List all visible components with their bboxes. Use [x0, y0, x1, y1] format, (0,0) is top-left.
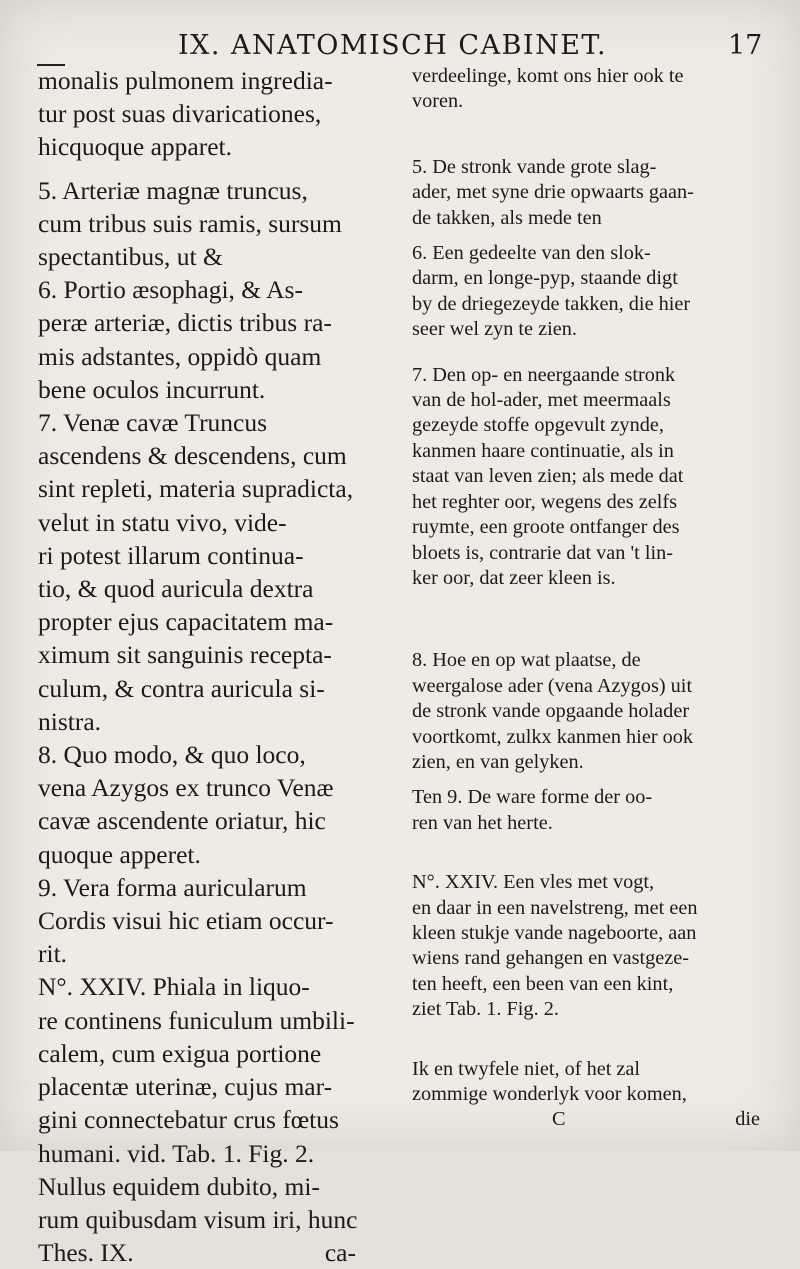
text-line: re continens funiculum umbili-	[38, 1005, 355, 1035]
signature-line: Thes. IX. ca-	[38, 1238, 356, 1268]
text-line: 8. Hoe en op wat plaatse, de	[412, 649, 641, 672]
text-line: wiens rand gehangen en vastgeze-	[412, 947, 690, 970]
text-line: humani. vid. Tab. 1. Fig. 2.	[38, 1138, 315, 1168]
text-line: 5. Arteriæ magnæ truncus,	[38, 175, 308, 205]
text-line: hicquoque apparet.	[38, 132, 233, 162]
text-line: ascendens & descendens, cum	[38, 441, 347, 471]
text-line: van de hol-ader, met meermaals	[412, 389, 671, 412]
text-line: weergalose ader (vena Azygos) uit	[412, 674, 693, 697]
text-line: Nullus equidem dubito, mi-	[38, 1171, 320, 1201]
signature-mark: C	[552, 1108, 566, 1131]
text-line: culum, & contra auricula si-	[38, 673, 325, 703]
text-line: mis adstantes, oppidò quam	[38, 341, 322, 371]
text-line: voren.	[412, 90, 464, 113]
text-line: vena Azygos ex trunco Venæ	[38, 773, 334, 803]
text-line: het reghter oor, wegens des zelfs	[412, 490, 677, 513]
text-line: ren van het herte.	[412, 811, 553, 834]
text-line: quoque apperet.	[38, 839, 201, 869]
text-line: kanmen haare continuatie, als in	[412, 439, 674, 462]
text-line: ten heeft, een been van een kint,	[412, 972, 674, 995]
text-line: N°. XXIV. Phiala in liquo-	[38, 972, 310, 1002]
text-line: calem, cum exigua portione	[38, 1038, 322, 1068]
text-line: gini connectebatur crus fœtus	[38, 1105, 339, 1135]
text-line: velut in statu vivo, vide-	[38, 507, 287, 537]
dutch-column	[412, 64, 760, 1133]
text-line: ker oor, dat zeer kleen is.	[412, 566, 616, 589]
text-line: cum tribus suis ramis, sursum	[38, 208, 342, 238]
text-line: darm, en longe-pyp, staande digt	[412, 267, 678, 290]
page-number: 17	[728, 30, 763, 61]
text-line: N°. XXIV. Een vles met vogt,	[412, 871, 655, 894]
text-line: tur post suas divaricationes,	[38, 99, 322, 129]
text-line: kleen stukje vande nageboorte, aan	[412, 921, 697, 944]
text-line: rum quibusdam visum iri, hunc	[38, 1204, 358, 1234]
text-line: en daar in een navelstreng, met een	[412, 896, 698, 919]
text-line: 8. Quo modo, & quo loco,	[38, 740, 306, 770]
text-line: Cordis visui hic etiam occur-	[38, 906, 334, 936]
text-line: peræ arteriæ, dictis tribus ra-	[38, 308, 332, 338]
text-line: de stronk vande opgaande holader	[412, 700, 690, 723]
text-line: by de driegezeyde takken, die hier	[412, 292, 691, 315]
latin-column	[38, 64, 380, 1269]
text-line: cavæ ascendente oriatur, hic	[38, 806, 326, 836]
text-line: de takken, als mede ten	[412, 206, 602, 229]
text-line: ziet Tab. 1. Fig. 2.	[412, 998, 559, 1021]
text-line: spectantibus, ut &	[38, 242, 223, 272]
text-line: nistra.	[38, 706, 102, 736]
text-line: 9. Vera forma auricularum	[38, 872, 307, 902]
text-line: tio, & quod auricula dextra	[38, 574, 314, 604]
text-line: ri potest illarum continua-	[38, 540, 304, 570]
text-line: zommige wonderlyk voor komen,	[412, 1083, 687, 1105]
text-line: placentæ uterinæ, cujus mar-	[38, 1072, 333, 1102]
text-line: Ik en twyfele niet, of het zal	[412, 1057, 641, 1080]
text-line: gezeyde stoffe opgevult zynde,	[412, 414, 664, 437]
text-line: voortkomt, zulkx kanmen hier ook	[412, 725, 694, 748]
text-line: 6. Een gedeelte van den slok-	[412, 242, 651, 265]
text-line: sint repleti, materia supradicta,	[38, 474, 354, 504]
text-line: Ten 9. De ware forme der oo-	[412, 786, 653, 809]
catchword: die	[735, 1108, 760, 1131]
text-line: ruymte, een groote ontfanger des	[412, 516, 680, 539]
running-title: IX. ANATOMISCH CABINET.	[178, 30, 608, 61]
text-line: monalis pulmonem ingredia-	[38, 66, 333, 95]
text-line: 7. Venæ cavæ Truncus	[38, 408, 268, 438]
text-line: bloets is, contrarie dat van 't lin-	[412, 541, 674, 564]
text-line: ader, met syne drie opwaarts gaan-	[412, 181, 694, 204]
text-line: ximum sit sanguinis recepta-	[38, 640, 332, 670]
text-line: propter ejus capacitatem ma-	[38, 607, 334, 637]
text-line: 5. De stronk vande grote slag-	[412, 155, 657, 178]
text-line: verdeelinge, komt ons hier ook te	[412, 65, 684, 87]
text-line: rit.	[38, 939, 68, 969]
text-line: zien, en van gelyken.	[412, 750, 584, 773]
text-line: 7. Den op- en neergaande stronk	[412, 363, 676, 386]
text-line: bene oculos incurrunt.	[38, 374, 266, 404]
text-line: seer wel zyn te zien.	[412, 318, 577, 341]
text-line: staat van leven zien; als mede dat	[412, 465, 684, 488]
text-line: 6. Portio æsophagi, & As-	[38, 275, 303, 305]
